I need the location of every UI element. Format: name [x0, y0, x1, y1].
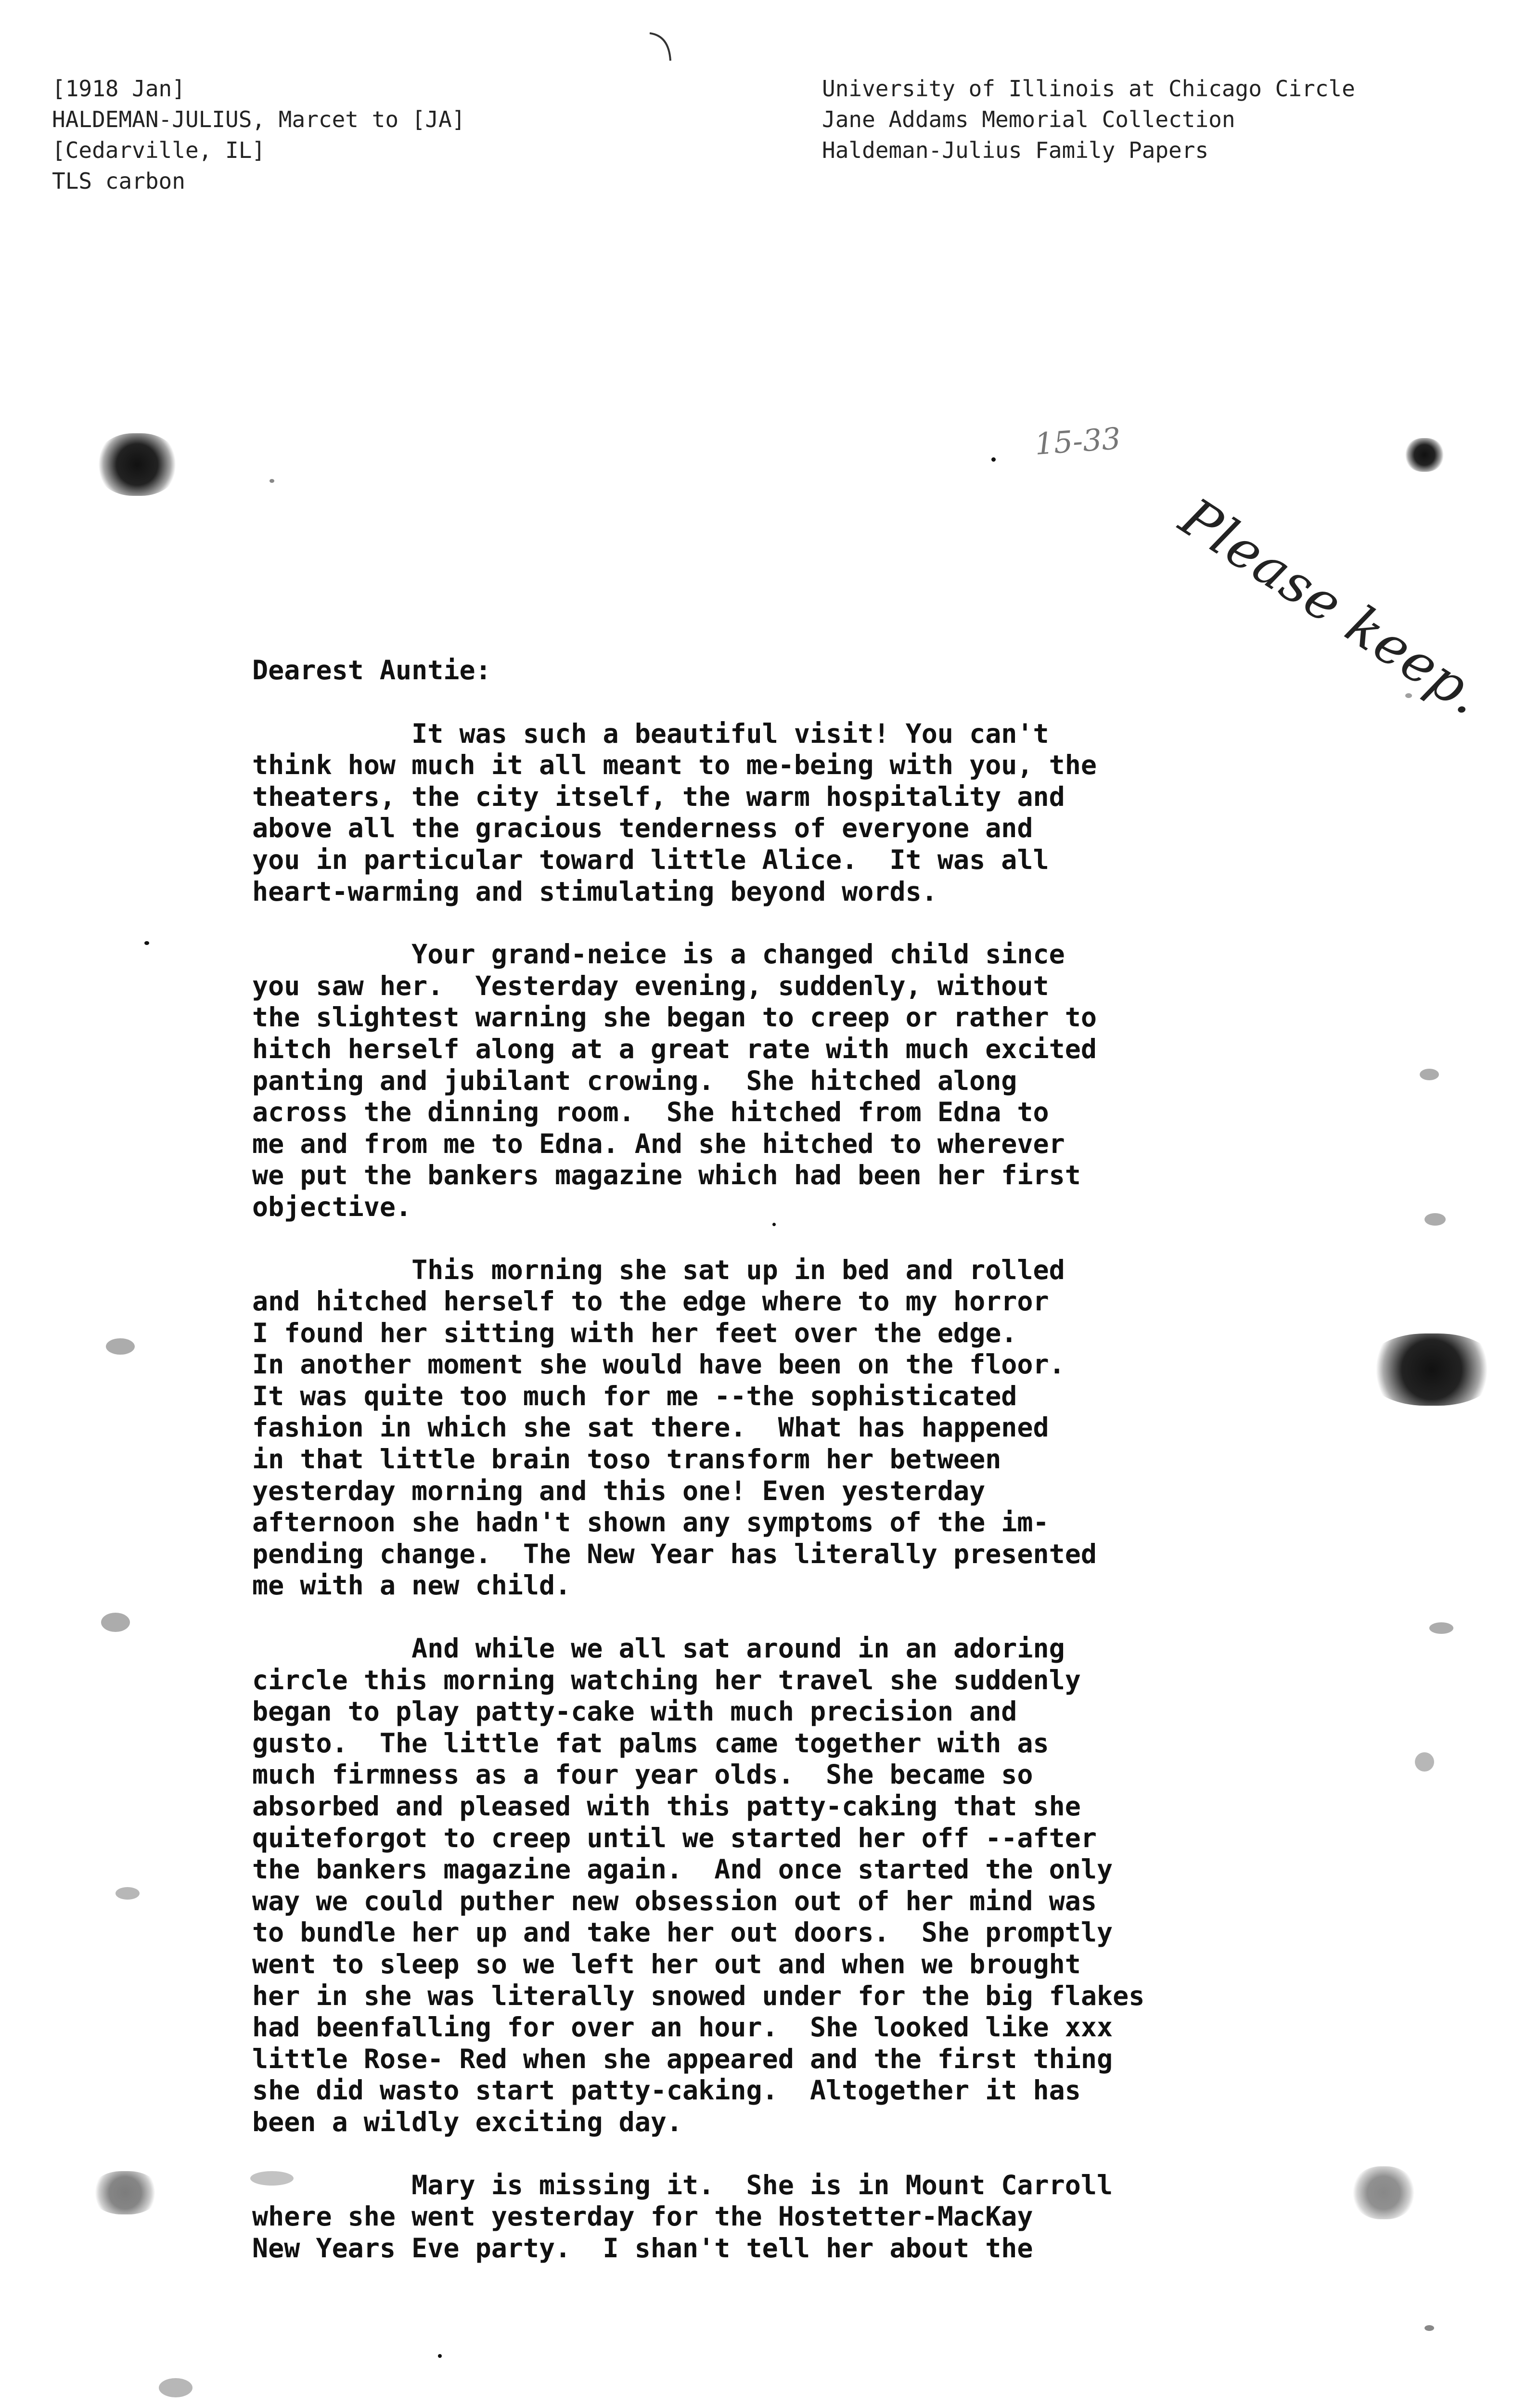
- letter-line: absorbed and pleased with this patty-caking that she: [252, 1791, 1081, 1822]
- ink-blot: [1405, 438, 1444, 472]
- letter-line: heart-warming and stimulating beyond words.: [252, 876, 937, 907]
- speck: [270, 479, 274, 483]
- letter-line: to bundle her up and take her out doors. She promptly: [252, 1917, 1113, 1948]
- ink-blot: [96, 433, 178, 496]
- letter-line: panting and jubilant crowing. She hitched along: [252, 1065, 1017, 1096]
- letter-line: In another moment she would have been on the floor.: [252, 1349, 1065, 1380]
- catalog-papers: Haldeman-Julius Family Papers: [822, 137, 1209, 163]
- letter-line: And while we all sat around in an adoring: [252, 1633, 1065, 1664]
- letter-line: me with a new child.: [252, 1570, 571, 1601]
- letter-line: the slightest warning she began to creep or rather to: [252, 1002, 1097, 1033]
- speck: [159, 2378, 192, 2397]
- catalog-collection: Jane Addams Memorial Collection: [822, 106, 1235, 132]
- letter-line: yesterday morning and this one! Even yesterday: [252, 1475, 986, 1506]
- catalog-place: [Cedarville, IL]: [52, 137, 266, 163]
- letter-line: had beenfalling for over an hour. She looked like xxx: [252, 2012, 1113, 2043]
- speck: [1429, 1622, 1453, 1634]
- catalog-institution: University of Illinois at Chicago Circle: [822, 76, 1355, 102]
- letter-line: her in she was literally snowed under for the big flakes: [252, 1980, 1145, 2011]
- letter-line: where she went yesterday for the Hostetter-MacKay: [252, 2201, 1033, 2232]
- letter-line: been a wildly exciting day.: [252, 2106, 683, 2137]
- letter-line: went to sleep so we left her out and when we brought: [252, 1948, 1081, 1980]
- letter-line: fashion in which she sat there. What has happened: [252, 1412, 1049, 1443]
- letter-line: This morning she sat up in bed and rolled: [252, 1254, 1065, 1285]
- letter-line: she did wasto start patty-caking. Altogether it has: [252, 2075, 1081, 2106]
- letter-line: It was quite too much for me --the sophisticated: [252, 1380, 1017, 1411]
- letter-line: It was such a beautiful visit! You can't: [252, 718, 1049, 749]
- speck: [1405, 693, 1412, 698]
- letter-line: circle this morning watching her travel she suddenly: [252, 1664, 1081, 1695]
- paragraph-2: [252, 939, 1282, 1223]
- handwritten-please-keep: Please keep.: [1169, 486, 1495, 727]
- letter-line: little Rose- Red when she appeared and the first thing: [252, 2043, 1113, 2074]
- ink-blot: [1367, 1333, 1497, 1406]
- paragraph-3: [252, 1255, 1282, 1602]
- salutation: Dearest Auntie:: [252, 655, 491, 686]
- paragraph-4: [252, 1633, 1282, 2138]
- speck: [101, 1613, 130, 1632]
- letter-line: above all the gracious tenderness of everyone and: [252, 813, 1033, 844]
- letter-line: across the dinning room. She hitched from Edna to: [252, 1097, 1049, 1128]
- catalog-right-block: [822, 73, 1355, 166]
- letter-line: theaters, the city itself, the warm hospitality and: [252, 781, 1065, 812]
- catalog-format: TLS carbon: [52, 168, 185, 194]
- speck: [116, 1887, 140, 1900]
- speck: [991, 457, 996, 462]
- letter-line: gusto. The little fat palms came together with as: [252, 1727, 1049, 1759]
- speck: [106, 1338, 135, 1355]
- letter-line: in that little brain toso transform her between: [252, 1444, 1001, 1475]
- letter-line: you in particular toward little Alice. It was all: [252, 844, 1049, 875]
- letter-line: hitch herself along at a great rate with much excited: [252, 1033, 1097, 1064]
- paragraph-5: [252, 2170, 1282, 2265]
- paragraph-1: [252, 718, 1282, 908]
- letter-line: quiteforgot to creep until we started her off --after: [252, 1822, 1097, 1853]
- letter-line: Mary is missing it. She is in Mount Carroll: [252, 2169, 1113, 2200]
- letter-line: New Years Eve party. I shan't tell her about the: [252, 2232, 1033, 2264]
- speck: [1420, 1069, 1439, 1080]
- letter-line: and hitched herself to the edge where to my horror: [252, 1286, 1049, 1317]
- catalog-correspondents: HALDEMAN-JULIUS, Marcet to [JA]: [52, 106, 465, 132]
- letter-line: me and from me to Edna. And she hitched to wherever: [252, 1128, 1065, 1159]
- letter-line: afternoon she hadn't shown any symptoms of the im-: [252, 1507, 1049, 1538]
- speck: [438, 2354, 442, 2358]
- speck: [1424, 1213, 1446, 1226]
- letter-line: the bankers magazine again. And once started the only: [252, 1854, 1113, 1885]
- letter-line: think how much it all meant to me-being with you, the: [252, 750, 1097, 781]
- letter-line: much firmness as a four year olds. She became so: [252, 1759, 1033, 1790]
- speck: [1415, 1752, 1434, 1772]
- letter-line: began to play patty-cake with much precision and: [252, 1696, 1017, 1727]
- catalog-date: [1918 Jan]: [52, 76, 185, 102]
- letter-line: way we could puther new obsession out of her mind was: [252, 1885, 1097, 1916]
- speck: [1424, 2325, 1434, 2331]
- letter-line: you saw her. Yesterday evening, suddenly, without: [252, 970, 1049, 1001]
- letter-line: objective.: [252, 1191, 412, 1222]
- letter-line: I found her sitting with her feet over the edge.: [252, 1317, 1017, 1348]
- catalog-left-block: [52, 73, 465, 196]
- ink-blot: [91, 2171, 159, 2214]
- letter-line: Your grand-neice is a changed child since: [252, 939, 1065, 970]
- letter-line: pending change. The New Year has literally presented: [252, 1538, 1097, 1569]
- top-hook-mark: [647, 31, 676, 65]
- handwritten-number: 15-33: [1033, 420, 1122, 462]
- letter-line: we put the bankers magazine which had been her first: [252, 1160, 1081, 1191]
- speck: [144, 941, 149, 945]
- letter-body: [252, 655, 1282, 2295]
- ink-blot: [1352, 2166, 1415, 2219]
